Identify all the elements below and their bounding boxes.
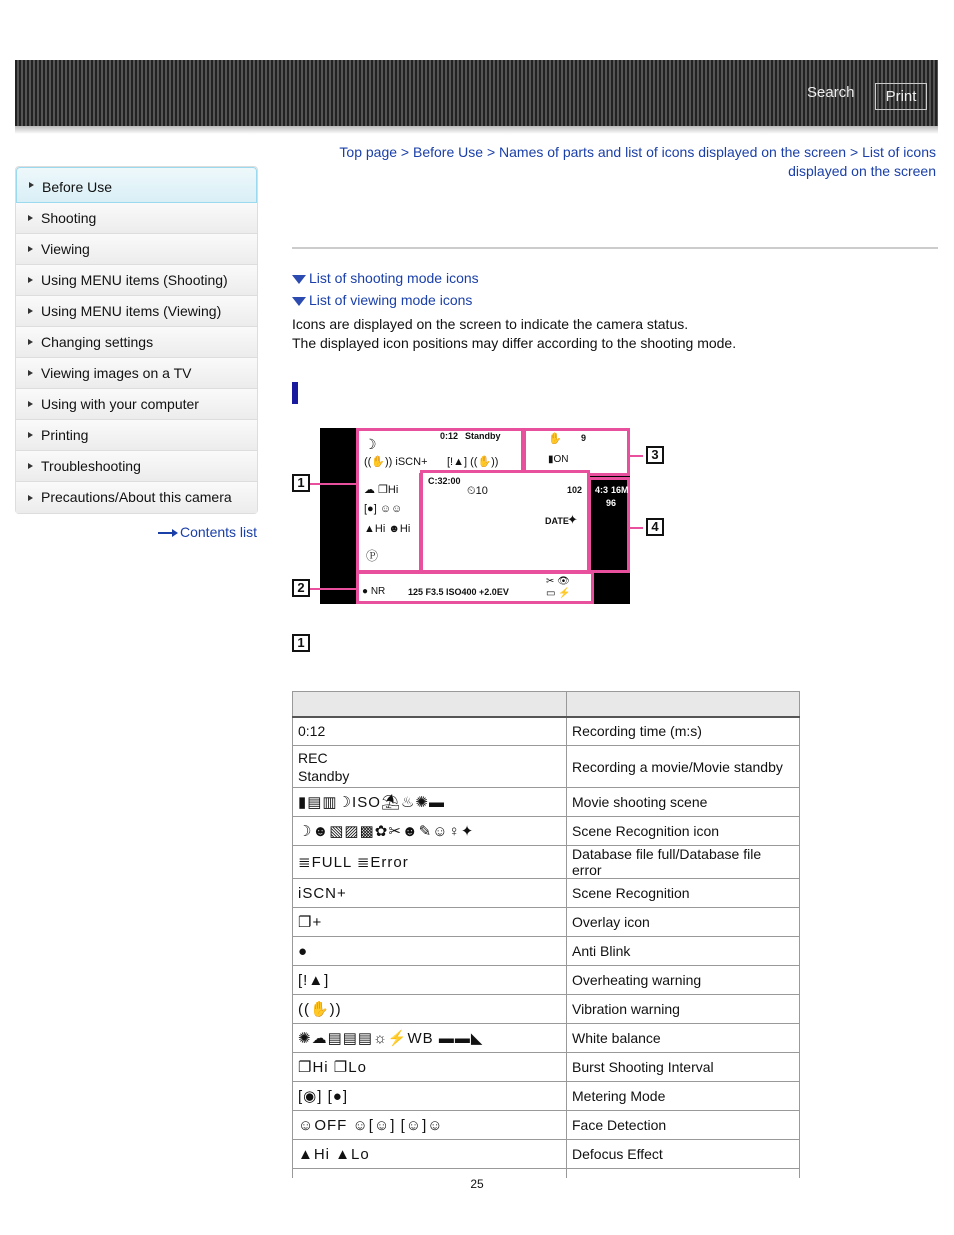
contents-list-label: Contents list bbox=[180, 524, 258, 540]
sidebar-item-label: Using with your computer bbox=[41, 396, 199, 412]
date-readout: DATE bbox=[545, 516, 569, 526]
breadcrumb-separator: > bbox=[849, 144, 859, 160]
breadcrumb-names-of-parts[interactable]: Names of parts and list of icons displayed on the screen bbox=[499, 144, 847, 160]
callout-1: 1 bbox=[292, 474, 310, 492]
defocus-icons: ▲Hi ▲Lo bbox=[293, 1140, 567, 1169]
metering-icons: [◉] [●] bbox=[293, 1082, 567, 1111]
rec-time-readout: C:32:00 bbox=[428, 476, 461, 486]
folder-readout: 102 bbox=[567, 485, 583, 495]
breadcrumb-top-page[interactable]: Top page bbox=[339, 144, 398, 160]
callout-2: 2 bbox=[292, 579, 310, 597]
description-cell: White balance bbox=[567, 1024, 800, 1053]
table-row bbox=[293, 1082, 800, 1111]
face-detection-icons: ☺OFF ☺[☺] [☺]☺ bbox=[293, 1111, 567, 1140]
icon-table bbox=[292, 691, 800, 1178]
icon-cell bbox=[293, 746, 567, 788]
anchor-label: List of shooting mode icons bbox=[309, 270, 479, 286]
anti-blink-icon: ● bbox=[293, 937, 567, 966]
rec-label: REC bbox=[298, 749, 328, 766]
moon-icon: ☽ bbox=[364, 436, 377, 452]
bottom-right-icons: ✂ 👁 bbox=[546, 576, 570, 587]
overlay-icon: ❐+ bbox=[293, 908, 567, 937]
self-timer-icon: ⏲10 bbox=[467, 485, 488, 497]
iscn-icon: iSCN+ bbox=[293, 879, 567, 908]
rec-dot-icon: ● NR bbox=[362, 586, 386, 597]
movie-scene-icons: ▮▤▥☽ISO⛱♨✺▬ bbox=[293, 788, 567, 817]
table-row bbox=[293, 908, 800, 937]
print-button[interactable]: Print bbox=[875, 83, 927, 110]
search-button[interactable]: Search bbox=[807, 84, 855, 101]
page-number: 25 bbox=[470, 1177, 484, 1191]
breadcrumb-separator: > bbox=[486, 144, 496, 160]
table-row bbox=[293, 1140, 800, 1169]
intro-line-1: Icons are displayed on the screen to indicate the camera status. bbox=[292, 316, 689, 332]
table-row bbox=[293, 788, 800, 817]
breadcrumb-list-of-icons[interactable]: List of icons bbox=[862, 144, 936, 160]
table-row bbox=[293, 846, 800, 879]
description-cell: Anti Blink bbox=[567, 937, 800, 966]
description-cell: Database file full/Database file error bbox=[567, 846, 800, 879]
standby-label: Standby bbox=[298, 767, 350, 784]
description-cell: Vibration warning bbox=[567, 995, 800, 1024]
icon-cell: 0:12 bbox=[293, 717, 567, 746]
warning-icons: [!▲] ((✋)) bbox=[447, 456, 499, 468]
callout-3: 3 bbox=[646, 446, 664, 464]
sidebar-item-label: Before Use bbox=[42, 179, 113, 195]
left-icons-2: [●] ☺☺ bbox=[364, 503, 403, 515]
shots-readout: 96 bbox=[606, 498, 617, 508]
scene-recognition-icons: ☽☻▧▨▩✿✂☻✎☺♀✦ bbox=[293, 817, 567, 846]
table-row bbox=[293, 879, 800, 908]
walking-icon: ✦ bbox=[567, 512, 578, 527]
breadcrumb-before-use[interactable]: Before Use bbox=[413, 144, 484, 160]
description-cell: Recording a movie/Movie standby bbox=[567, 746, 800, 788]
flash-icons: ▭ ⚡ bbox=[546, 588, 571, 599]
image-size-readout: 16M bbox=[611, 485, 629, 495]
table-row bbox=[293, 995, 800, 1024]
scene-icons: ((✋)) iSCN+ bbox=[364, 456, 428, 468]
table-row bbox=[293, 1111, 800, 1140]
memory-card-icon: ▭ bbox=[600, 452, 612, 466]
callout-4: 4 bbox=[646, 518, 664, 536]
table-row bbox=[293, 746, 800, 788]
battery-icon: ▭▭ bbox=[600, 432, 619, 443]
sidebar-item-label: Printing bbox=[41, 427, 89, 443]
table-row bbox=[293, 966, 800, 995]
part-icon: Ⓟ bbox=[366, 549, 379, 563]
breadcrumb-separator: > bbox=[400, 144, 410, 160]
description-cell: Defocus Effect bbox=[567, 1140, 800, 1169]
description-cell: Metering Mode bbox=[567, 1082, 800, 1111]
battery-icons: ✋ bbox=[548, 433, 562, 445]
table-row bbox=[293, 1053, 800, 1082]
description-cell: Overheating warning bbox=[567, 966, 800, 995]
overheating-icon: [!▲] bbox=[293, 966, 567, 995]
table-row bbox=[293, 1024, 800, 1053]
left-icons-3: ▲Hi ☻Hi bbox=[364, 523, 411, 535]
description-cell: Burst Shooting Interval bbox=[567, 1053, 800, 1082]
table-row bbox=[293, 717, 800, 746]
description-cell: Face Detection bbox=[567, 1111, 800, 1140]
sidebar-item-label: Precautions/About this camera bbox=[41, 489, 232, 505]
sidebar-item-label: Troubleshooting bbox=[41, 458, 141, 474]
sidebar-item-label: Changing settings bbox=[41, 334, 154, 350]
table-row bbox=[293, 817, 800, 846]
description-cell: Movie shooting scene bbox=[567, 788, 800, 817]
white-balance-icons: ✺☁▤▤▤☼⚡WB ▬▬◣ bbox=[293, 1024, 567, 1053]
intro-line-2: The displayed icon positions may differ according to the shooting mode. bbox=[292, 335, 737, 351]
anchor-label: List of viewing mode icons bbox=[309, 292, 473, 308]
standby-readout: Standby bbox=[465, 431, 501, 441]
section-number: 1 bbox=[292, 634, 310, 652]
table-header-cell bbox=[567, 692, 800, 717]
left-icons-1: ☁ ❐Hi bbox=[364, 484, 399, 496]
sidebar-item-label: Viewing bbox=[41, 241, 90, 257]
sidebar-item-label: Shooting bbox=[41, 210, 97, 226]
description-cell: Scene Recognition icon bbox=[567, 817, 800, 846]
table-header-row bbox=[293, 692, 800, 717]
breadcrumb-list-of-icons-cont[interactable]: displayed on the screen bbox=[788, 163, 936, 179]
bottom-readout: 125 F3.5 ISO400 +2.0EV bbox=[408, 587, 509, 597]
table-row bbox=[293, 937, 800, 966]
description-cell: Scene Recognition bbox=[567, 879, 800, 908]
sidebar-item-label: Using MENU items (Viewing) bbox=[41, 303, 222, 319]
on-icon: ▮ON bbox=[548, 454, 569, 465]
database-icons: ≣FULL ≣Error bbox=[293, 846, 567, 879]
time-readout: 0:12 bbox=[440, 431, 459, 441]
description-cell: Overlay icon bbox=[567, 908, 800, 937]
description-cell: Recording time (m:s) bbox=[567, 717, 800, 746]
vibration-icon: ((✋)) bbox=[293, 995, 567, 1024]
burst-interval-icons: ❐Hi ❐Lo bbox=[293, 1053, 567, 1082]
aspect-readout: 4:3 bbox=[595, 485, 609, 495]
table-header-cell bbox=[293, 692, 567, 717]
sidebar-item-label: Using MENU items (Shooting) bbox=[41, 272, 228, 288]
count-readout: 9 bbox=[581, 433, 587, 443]
sidebar-item-label: Viewing images on a TV bbox=[41, 365, 192, 381]
